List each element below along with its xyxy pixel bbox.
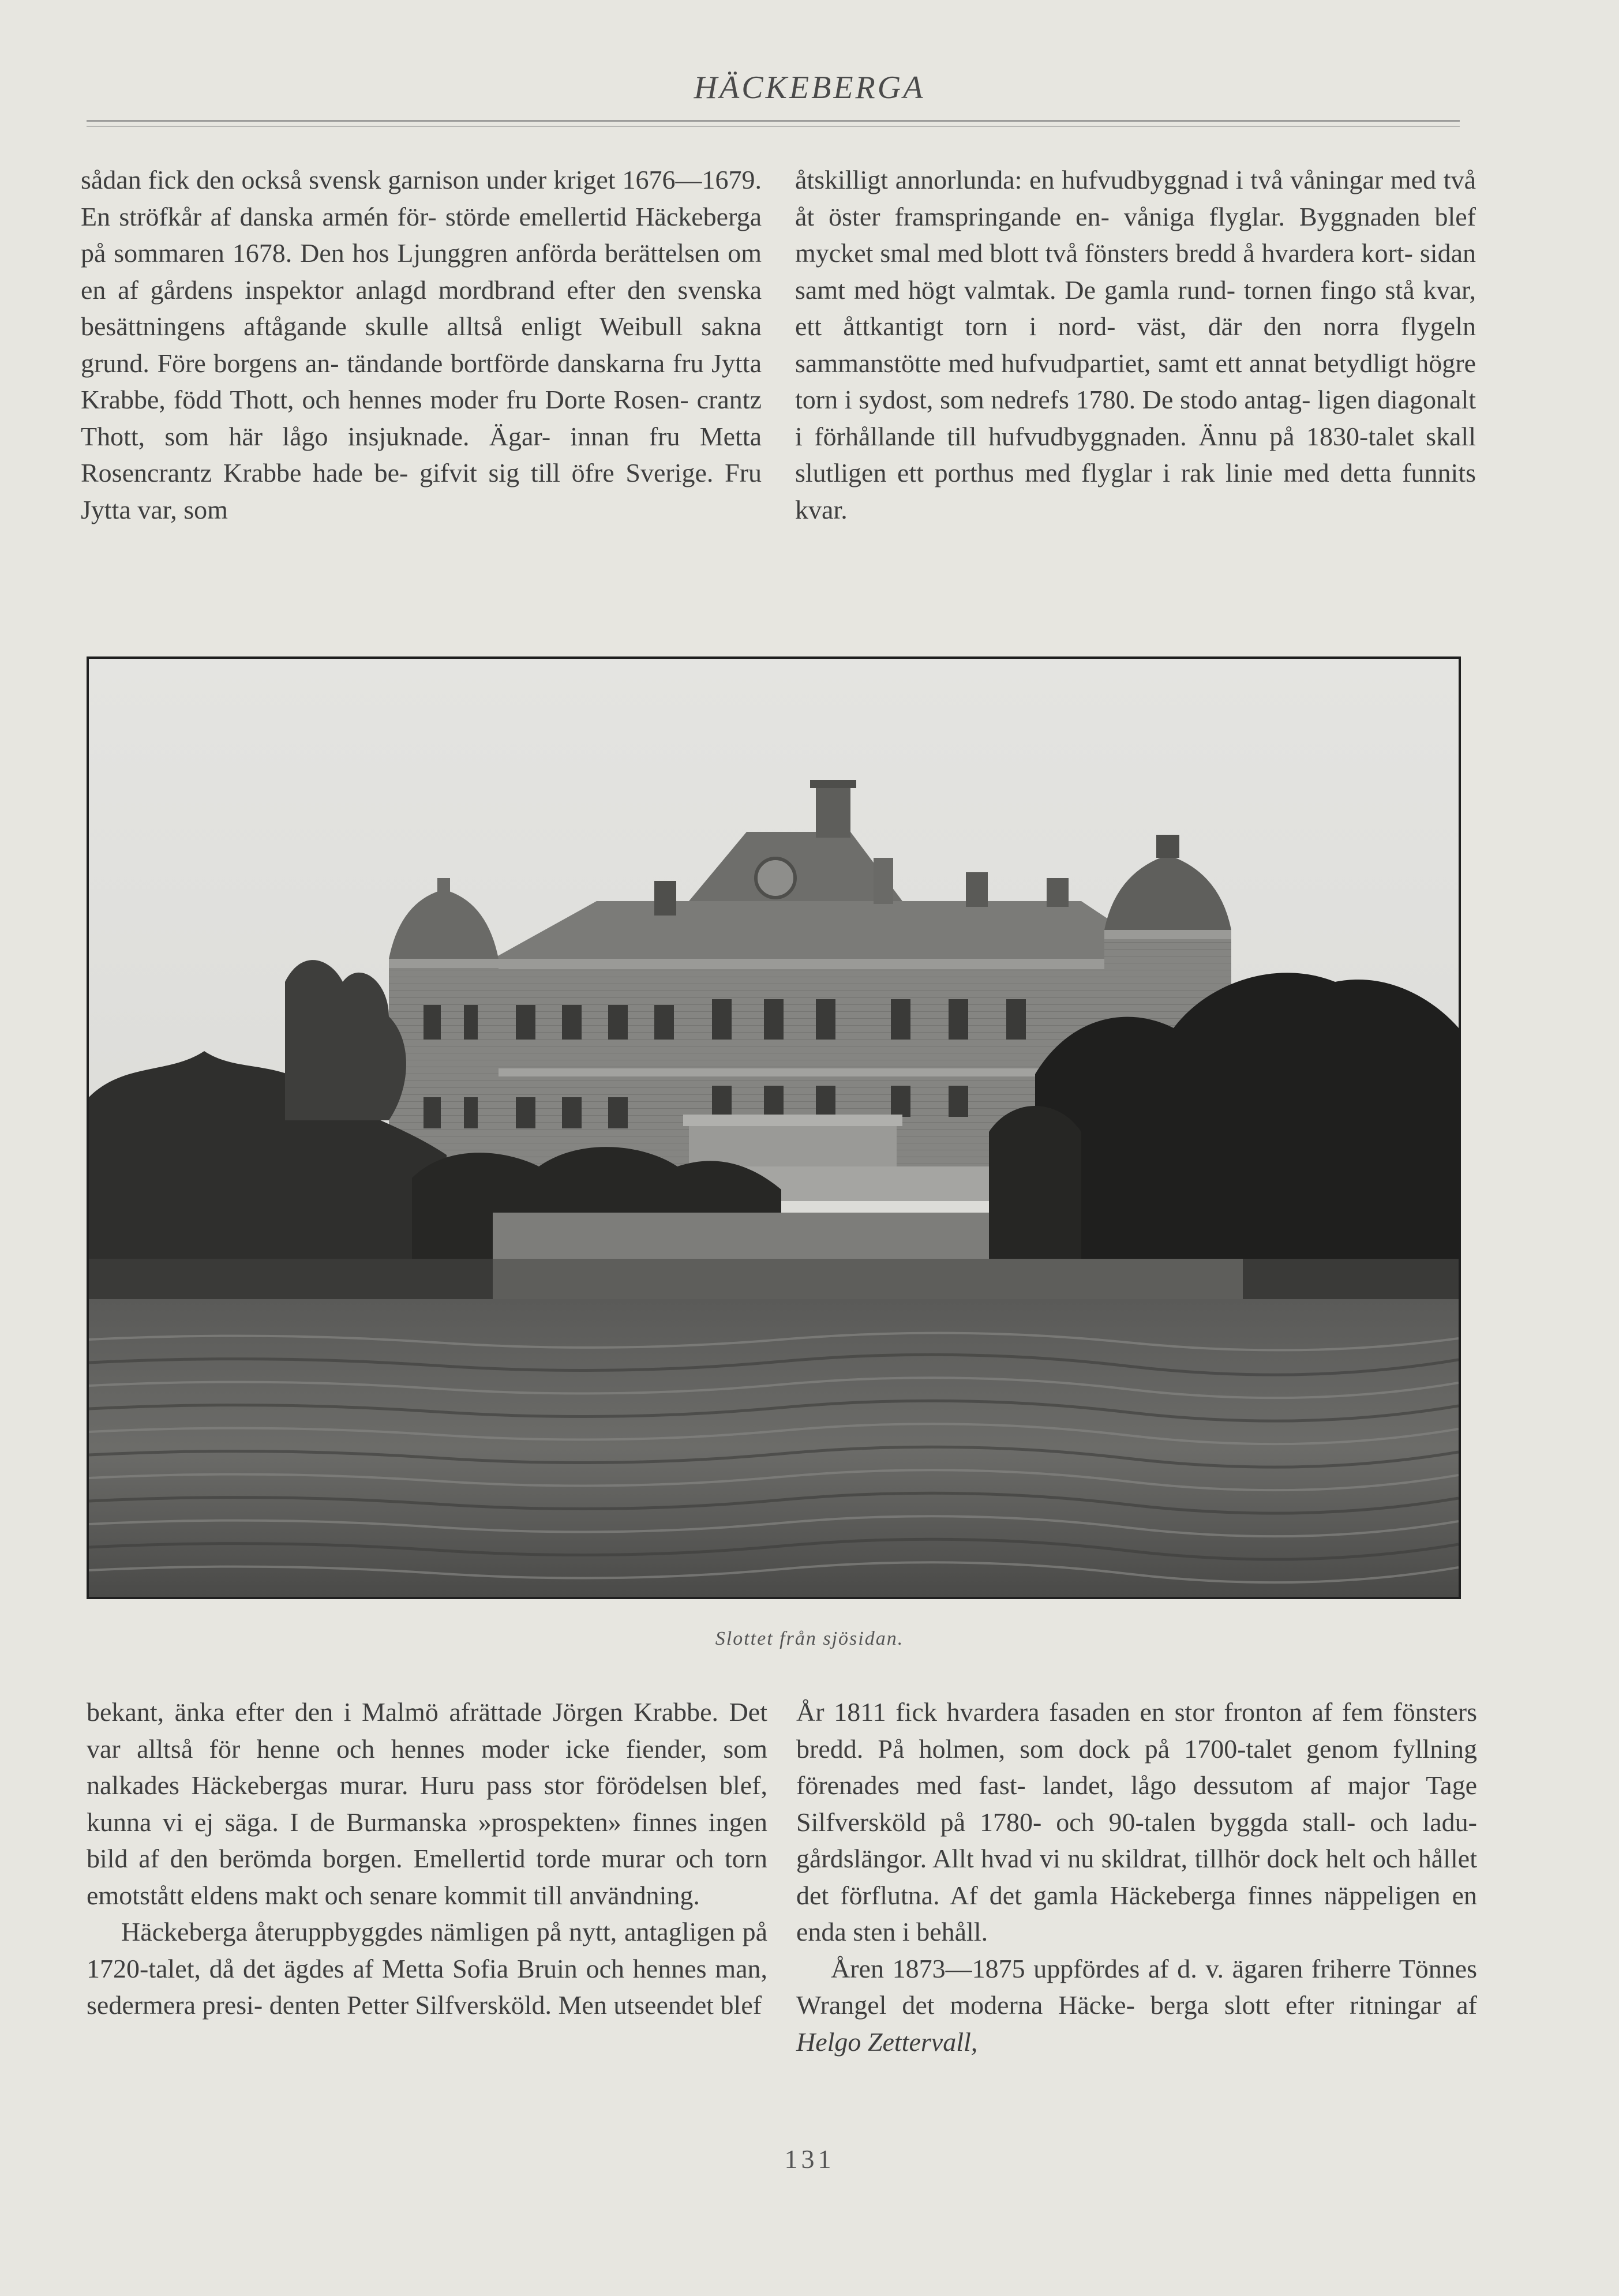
lake-water xyxy=(89,1299,1459,1597)
text-column-bottom-left xyxy=(87,1694,767,2024)
running-head: HÄCKEBERGA xyxy=(694,70,925,106)
architect-name: Helgo Zettervall, xyxy=(796,2027,978,2057)
castle-photograph xyxy=(87,656,1461,1599)
header-rule xyxy=(87,120,1460,122)
text-paragraph: År 1811 fick hvardera fasaden en stor fronton af fem fönsters bredd. På holmen, som dock på 1700-talet genom fyllning förenades med fast- landet, lågo dessutom af major Tage Silfversköld på 1780- och 90-talen byggda stall- och ladu- gårdslängor. Allt hvad vi nu skildrat, tillhör dock helt och hållet det förflutna. Af det gamla Häckeberga finnes näppeligen en enda sten i behåll. xyxy=(796,1697,1478,1946)
text-paragraph: åtskilligt annorlunda: en hufvudbyggnad i två våningar med två åt öster framspringande en- våniga flyglar. Byggnaden blef mycket smal med blott två fönsters bredd å hvardera kort- sidan samt med högt valmtak. De gamla rund- tornen fingo stå kvar, ett åttkantigt torn i nord- väst, där den norra flygeln sammanstötte med hufvudpartiet, samt ett annat betydligt högre torn i sydost, som nedrefs 1780. De stodo antag- ligen diagonalt i förhållande till hufvudbyggnaden. Ännu på 1830-talet skall slutligen ett porthus med flyglar i rak linie med detta funnits kvar. xyxy=(795,165,1476,524)
text-column-top-right xyxy=(795,162,1476,528)
header-rule-secondary xyxy=(87,126,1460,127)
figure-caption: Slottet från sjösidan. xyxy=(715,1628,904,1649)
text-paragraph: bekant, änka efter den i Malmö afrättade Jörgen Krabbe. Det var alltså för henne och hennes moder icke fiender, som nalkades Häckebergas murar. Huru pass stor förödelsen blef, kunna vi ej säga. I de Burmanska »prospekten» finnes ingen bild af den berömda borgen. Emellertid torde murar och torn emotstått eldens makt och senare kommit till användning. xyxy=(87,1697,768,1910)
text-paragraph: Häckeberga återuppbyggdes nämligen på nytt, antagligen på 1720-talet, då det ägdes af Metta Sofia Bruin och hennes man, sedermera presi- denten Petter Silfversköld. Men utseendet blef xyxy=(87,1917,768,2020)
text-paragraph: Åren 1873—1875 uppfördes af d. v. ägaren friherre Tönnes Wrangel det moderna Häcke- berga slott efter ritningar af Helgo Zettervall, xyxy=(796,1953,1478,2057)
text-paragraph: sådan fick den också svensk garnison under kriget 1676—1679. En ströfkår af danska armén för- störde emellertid Häckeberga på sommaren 1678. Den hos Ljunggren anförda berättelsen om en af gårdens inspektor anlagd mordbrand efter den svenska besättningens aftågande skulle alltså enligt Weibull sakna grund. Före borgens an- tändande bortförde danskarna fru Jytta Krabbe, född Thott, och hennes moder fru Dorte Rosen- crantz Thott, som här lågo insjuknade. Ägar- innan fru Metta Rosencrantz Krabbe hade be- gifvit sig till öfre Sverige. Fru Jytta var, som xyxy=(81,165,762,524)
text-column-bottom-right xyxy=(796,1694,1477,2060)
text-column-top-left xyxy=(81,162,762,528)
page-number: 131 xyxy=(784,2144,835,2174)
tree-cluster-right xyxy=(1035,973,1459,1305)
